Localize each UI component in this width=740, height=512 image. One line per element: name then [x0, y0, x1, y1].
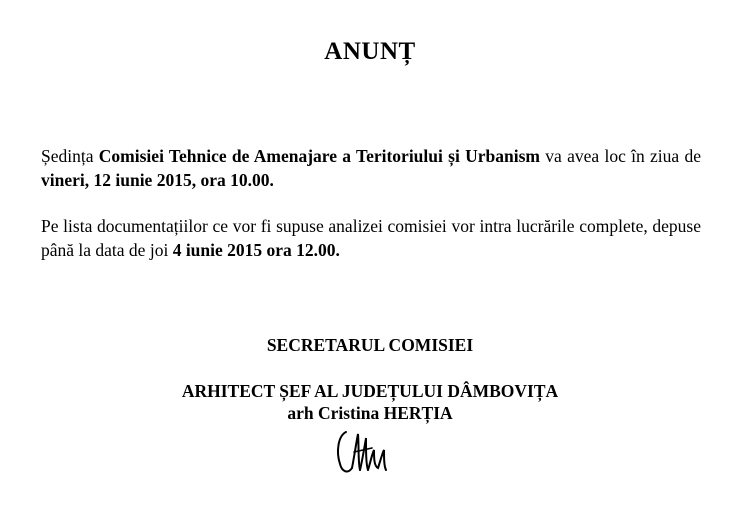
meeting-paragraph — [41, 144, 701, 192]
deadline-text: Pe lista documentațiilor ce vor fi supuse analizei comisiei vor intra lucrările complete, depuse până la data de joi — [41, 216, 701, 260]
architect-name: arh Cristina HERȚIA — [287, 403, 453, 423]
meeting-text-1: Ședința — [41, 146, 99, 166]
deadline-date: 4 iunie 2015 ora 12.00. — [172, 240, 340, 260]
handwritten-signature — [332, 424, 392, 480]
committee-name: Comisiei Tehnice de Amenajare a Teritoriului și Urbanism — [98, 146, 540, 166]
announcement-title: ANUNȚ — [324, 38, 416, 65]
deadline-paragraph — [41, 214, 701, 262]
secretary-heading: SECRETARUL COMISIEI — [266, 335, 474, 355]
meeting-text-2: va avea loc în ziua de — [540, 146, 701, 166]
architect-role: ARHITECT ȘEF AL JUDEȚULUI DÂMBOVIȚA — [181, 381, 559, 401]
meeting-date: vineri, 12 iunie 2015, ora 10.00. — [41, 170, 274, 190]
